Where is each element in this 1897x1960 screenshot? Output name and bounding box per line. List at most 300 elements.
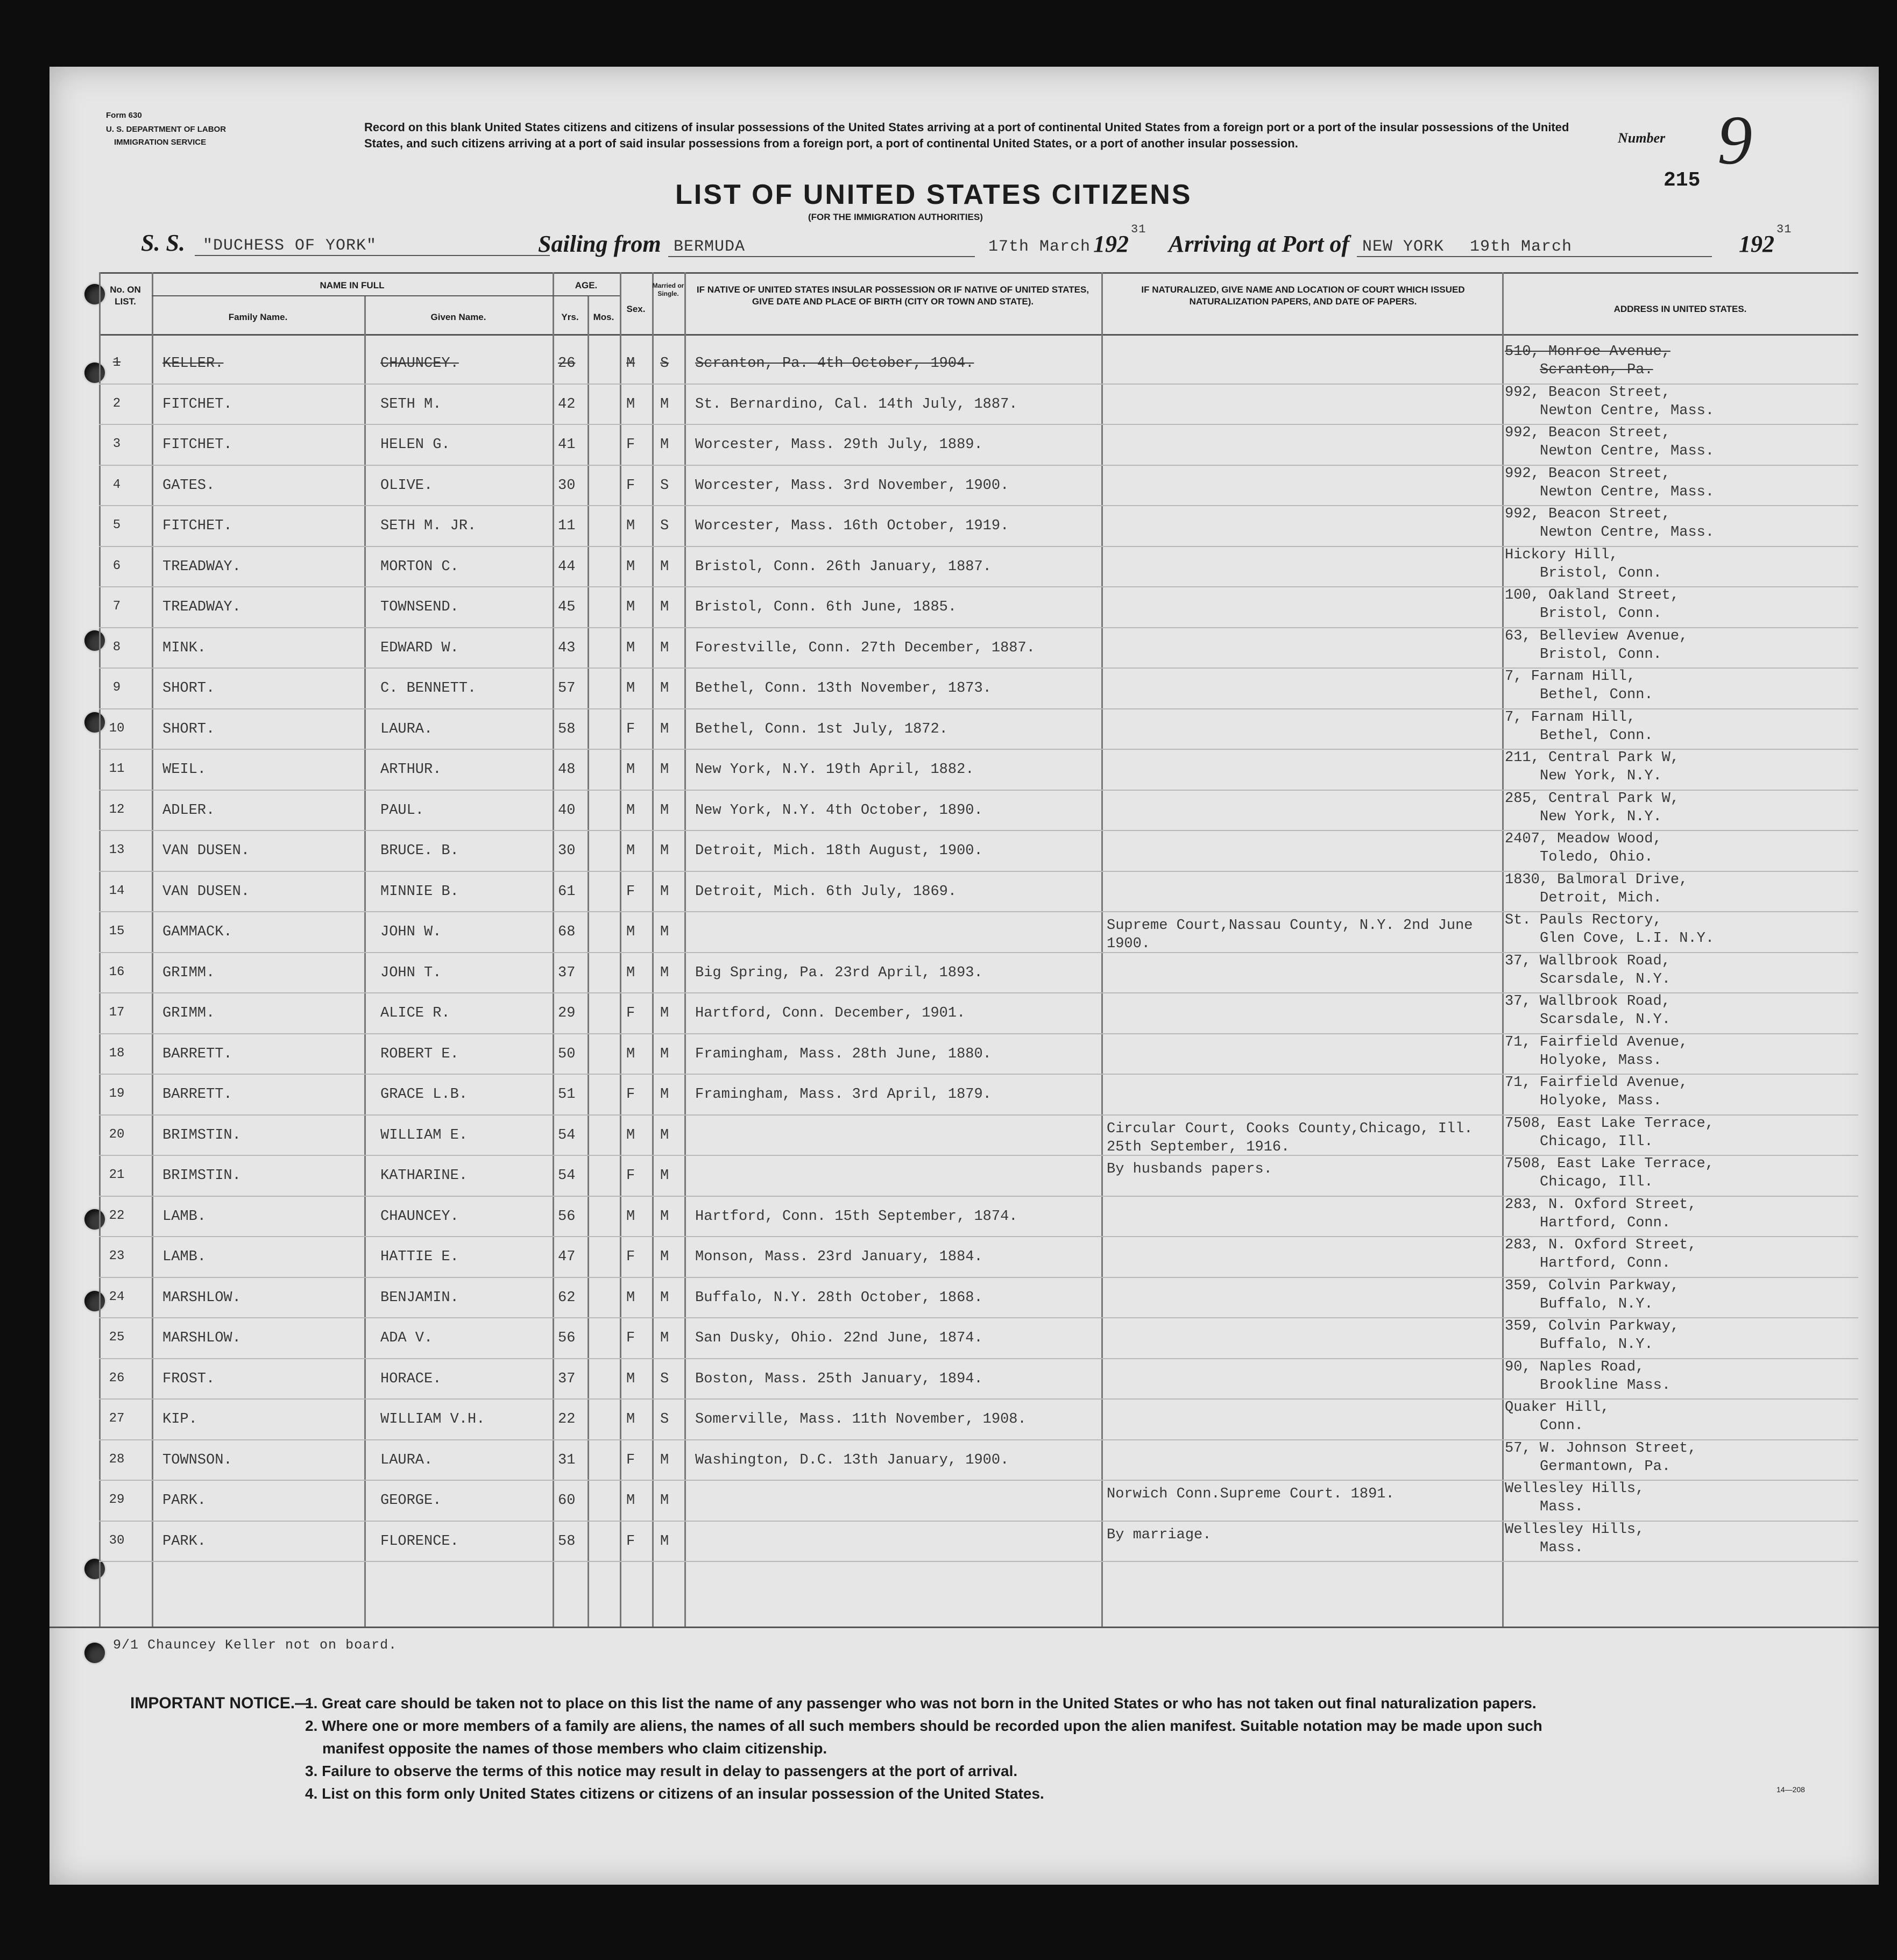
sex: M [626, 640, 635, 656]
header-mos: Mos. [593, 312, 614, 322]
marital-status: S [660, 1411, 669, 1428]
address-line-1: 57, W. Johnson Street, [1505, 1440, 1697, 1457]
naturalization: Circular Court, Cooks County,Chicago, Ill. 25th September, 1916. [1107, 1120, 1473, 1155]
age-years: 40 [558, 802, 576, 819]
subhead-rule [152, 295, 620, 296]
given-name: TOWNSEND. [380, 599, 459, 615]
sex: M [626, 802, 635, 819]
address-line-1: 2407, Meadow Wood, [1505, 831, 1662, 847]
header-bottom-rule [99, 334, 1858, 336]
birth-place-date: Washington, D.C. 13th January, 1900. [695, 1452, 1009, 1468]
sex: F [626, 883, 635, 900]
marital-status: M [660, 680, 669, 697]
notice-2b: manifest opposite the names of those members who claim citizenship. [322, 1740, 827, 1757]
address-line-2: Newton Centre, Mass. [1540, 524, 1715, 541]
address-line-1: Quaker Hill, [1505, 1400, 1610, 1416]
sex: M [626, 964, 635, 981]
age-years: 60 [558, 1493, 576, 1509]
address-line-1: 90, Naples Road, [1505, 1359, 1645, 1375]
given-name: ALICE R. [380, 1005, 450, 1021]
address-line-1: Hickory Hill, [1505, 546, 1618, 563]
address-line-1: 7508, East Lake Terrace, [1505, 1156, 1714, 1172]
naturalization: Supreme Court,Nassau County, N.Y. 2nd June 1900. [1107, 918, 1473, 952]
birth-place-date: Framingham, Mass. 3rd April, 1879. [695, 1086, 992, 1103]
family-name: MINK. [162, 640, 207, 656]
ship-name: "DUCHESS OF YORK" [203, 237, 377, 255]
table-row [49, 628, 1879, 669]
arrive-year: 192 [1739, 231, 1774, 257]
row-number: 14 [109, 883, 125, 898]
row-number: 8 [112, 640, 121, 655]
age-years: 57 [558, 680, 576, 697]
table-row [49, 1116, 1879, 1156]
row-number: 29 [109, 1493, 125, 1507]
age-years: 31 [558, 1452, 576, 1468]
marital-status: M [660, 1533, 669, 1550]
given-name: MINNIE B. [380, 883, 459, 900]
sex: F [626, 1452, 635, 1468]
table-row [49, 506, 1879, 547]
header-age: AGE. [575, 280, 598, 290]
marital-status: M [660, 558, 669, 575]
age-years: 50 [558, 1046, 576, 1062]
address-line-1: Wellesley Hills, [1505, 1521, 1645, 1538]
from-port: BERMUDA [674, 238, 746, 256]
address-line-2: Bristol, Conn. [1540, 565, 1662, 581]
birth-place-date: New York, N.Y. 19th April, 1882. [695, 762, 974, 778]
birth-place-date: Bethel, Conn. 13th November, 1873. [695, 680, 992, 697]
address-line-1: 7, Farnam Hill, [1505, 669, 1636, 685]
marital-status: S [660, 477, 669, 494]
family-name: FITCHET. [162, 518, 232, 534]
row-number: 5 [112, 518, 121, 532]
age-years: 37 [558, 1370, 576, 1387]
address-line-1: 285, Central Park W, [1505, 790, 1680, 807]
given-name: ROBERT E. [380, 1046, 459, 1062]
row-number: 16 [109, 964, 125, 979]
address-line-2: Buffalo, N.Y. [1540, 1337, 1653, 1353]
family-name: VAN DUSEN. [162, 883, 250, 900]
given-name: LAURA. [380, 721, 433, 737]
ship-underline [195, 255, 550, 256]
address-line-2: Newton Centre, Mass. [1540, 484, 1715, 500]
address-line-2: Holyoke, Mass. [1540, 1052, 1662, 1069]
address-line-1: 71, Fairfield Avenue, [1505, 1034, 1688, 1050]
table-row [49, 1156, 1879, 1197]
given-name: HORACE. [380, 1370, 442, 1387]
table-row [49, 344, 1879, 385]
birth-place-date: Bristol, Conn. 6th June, 1885. [695, 599, 957, 615]
given-name: SETH M. [380, 396, 442, 413]
family-name: LAMB. [162, 1208, 207, 1225]
depart-year: 192 [1093, 231, 1129, 257]
sex: F [626, 1086, 635, 1103]
family-name: MARSHLOW. [162, 1289, 241, 1306]
table-row [49, 669, 1879, 709]
address-line-2: Scranton, Pa. [1540, 362, 1653, 378]
family-name: FITCHET. [162, 396, 232, 413]
address-line-1: 7508, East Lake Terrace, [1505, 1115, 1714, 1132]
family-name: GAMMACK. [162, 924, 232, 940]
row-number: 23 [109, 1249, 125, 1263]
address-line-1: 37, Wallbrook Road, [1505, 993, 1671, 1010]
age-years: 51 [558, 1086, 576, 1103]
row-number: 26 [109, 1370, 125, 1386]
address-line-2: Glen Cove, L.I. N.Y. [1540, 931, 1715, 947]
header-family-name: Family Name. [228, 312, 288, 322]
given-name: BENJAMIN. [380, 1289, 459, 1306]
table-row [49, 709, 1879, 750]
sex: M [626, 1127, 635, 1144]
table-row [49, 791, 1879, 832]
family-name: GATES. [162, 477, 215, 494]
address-line-1: 71, Fairfield Avenue, [1505, 1075, 1688, 1091]
birth-place-date: Framingham, Mass. 28th June, 1880. [695, 1046, 992, 1062]
table-row [49, 425, 1879, 466]
sailing-label: Sailing from [538, 231, 661, 257]
table-row [49, 1522, 1879, 1563]
row-number: 7 [112, 599, 121, 614]
birth-place-date: Bethel, Conn. 1st July, 1872. [695, 721, 948, 737]
age-years: 58 [558, 1533, 576, 1550]
given-name: EDWARD W. [380, 640, 459, 656]
sex: M [626, 1208, 635, 1225]
age-years: 56 [558, 1208, 576, 1225]
marital-status: M [660, 1249, 669, 1265]
address-line-1: 283, N. Oxford Street, [1505, 1237, 1697, 1253]
row-number: 15 [109, 924, 125, 939]
header-yrs: Yrs. [561, 312, 579, 322]
birth-place-date: Buffalo, N.Y. 28th October, 1868. [695, 1289, 983, 1306]
family-name: SHORT. [162, 721, 215, 737]
given-name: GRACE L.B. [380, 1086, 468, 1103]
marital-status: S [660, 518, 669, 534]
ss-label: S. S. [141, 230, 185, 256]
age-years: 61 [558, 883, 576, 900]
notice-2: 2. Where one or more members of a family are aliens, the names of all such members should be recorded upon the alien manifest. Suitable notation may be made upon such [305, 1717, 1542, 1734]
birth-place-date: Somerville, Mass. 11th November, 1908. [695, 1411, 1027, 1428]
family-name: PARK. [162, 1493, 207, 1509]
family-name: SHORT. [162, 680, 215, 697]
address-line-2: Holyoke, Mass. [1540, 1093, 1662, 1109]
age-years: 54 [558, 1127, 576, 1144]
given-name: MORTON C. [380, 558, 459, 575]
table-row [49, 1318, 1879, 1359]
table-row [49, 547, 1879, 588]
birth-place-date: San Dusky, Ohio. 22nd June, 1874. [695, 1330, 983, 1346]
given-name: ARTHUR. [380, 762, 442, 778]
table-row [49, 1197, 1879, 1238]
address-line-2: Hartford, Conn. [1540, 1255, 1671, 1272]
table-row [49, 1075, 1879, 1116]
row-number: 4 [112, 477, 121, 492]
department-label: U. S. DEPARTMENT OF LABOR [106, 125, 226, 134]
address-line-1: 7, Farnam Hill, [1505, 709, 1636, 726]
marital-status: M [660, 883, 669, 900]
family-name: WEIL. [162, 762, 207, 778]
family-name: TREADWAY. [162, 599, 241, 615]
marital-status: M [660, 843, 669, 859]
marital-status: M [660, 762, 669, 778]
marital-status: M [660, 599, 669, 615]
marital-status: M [660, 1168, 669, 1184]
row-number: 13 [109, 843, 125, 857]
age-years: 62 [558, 1289, 576, 1306]
table-row [49, 1359, 1879, 1400]
header-naturalized: IF NATURALIZED, GIVE NAME AND LOCATION OF COURT WHICH ISSUED NATURALIZATION PAPERS, AND DATE OF PAPERS. [1141, 285, 1465, 307]
given-name: HATTIE E. [380, 1249, 459, 1265]
address-line-1: 37, Wallbrook Road, [1505, 953, 1671, 969]
given-name: SETH M. JR. [380, 518, 477, 534]
birth-place-date: New York, N.Y. 4th October, 1890. [695, 802, 983, 819]
given-name: ADA V. [380, 1330, 433, 1346]
given-name: OLIVE. [380, 477, 433, 494]
marital-status: M [660, 1127, 669, 1144]
given-name: PAUL. [380, 802, 424, 819]
age-years: 43 [558, 640, 576, 656]
family-name: BRIMSTIN. [162, 1127, 241, 1144]
sex: F [626, 1533, 635, 1550]
notice-1: 1. Great care should be taken not to place on this list the name of any passenger who was not born in the United States or who has not taken out final naturalization papers. [305, 1695, 1537, 1712]
given-name: KATHARINE. [380, 1168, 468, 1184]
sex: M [626, 680, 635, 697]
age-years: 22 [558, 1411, 576, 1428]
sex: M [626, 356, 635, 372]
row-number: 19 [109, 1086, 125, 1101]
notice-3: 3. Failure to observe the terms of this notice may result in delay to passengers at the port of arrival. [305, 1763, 1018, 1779]
naturalization: By marriage. [1107, 1526, 1212, 1543]
form-number: Form 630 [106, 111, 142, 120]
age-years: 44 [558, 558, 576, 575]
table-row [49, 1278, 1879, 1319]
address-line-2: Scarsdale, N.Y. [1540, 1012, 1671, 1028]
row-number: 21 [109, 1168, 125, 1182]
given-name: CHAUNCEY. [380, 1208, 459, 1225]
address-line-2: Newton Centre, Mass. [1540, 402, 1715, 419]
address-line-2: Detroit, Mich. [1540, 890, 1662, 906]
sex: M [626, 1493, 635, 1509]
marital-status: M [660, 437, 669, 453]
family-name: KIP. [162, 1411, 197, 1428]
marital-status: S [660, 1370, 669, 1387]
header-name-in-full: NAME IN FULL [320, 280, 385, 290]
address-line-2: New York, N.Y. [1540, 768, 1662, 784]
birth-place-date: Hartford, Conn. 15th September, 1874. [695, 1208, 1018, 1225]
header-birth: IF NATIVE OF UNITED STATES INSULAR POSSESSION OR IF NATIVE OF UNITED STATES, GIVE DATE AND PLACE OF BIRTH (CITY OR TOWN AND STATE). [696, 285, 1089, 307]
age-years: 45 [558, 599, 576, 615]
row-number: 25 [109, 1330, 125, 1345]
marital-status: M [660, 1330, 669, 1346]
address-line-2: Germantown, Pa. [1540, 1458, 1671, 1475]
address-line-1: 359, Colvin Parkway, [1505, 1277, 1680, 1294]
sex: M [626, 1289, 635, 1306]
address-line-1: 992, Beacon Street, [1505, 425, 1671, 441]
birth-place-date: Hartford, Conn. December, 1901. [695, 1005, 966, 1021]
address-line-2: Mass. [1540, 1499, 1584, 1515]
birth-place-date: Boston, Mass. 25th January, 1894. [695, 1370, 983, 1387]
given-name: WILLIAM V.H. [380, 1411, 485, 1428]
row-number: 20 [109, 1127, 125, 1142]
sex: F [626, 437, 635, 453]
table-row [49, 912, 1879, 953]
marital-status: M [660, 1005, 669, 1021]
family-name: GRIMM. [162, 1005, 215, 1021]
sex: F [626, 1249, 635, 1265]
row-number: 10 [109, 721, 125, 736]
given-name: BRUCE. B. [380, 843, 459, 859]
age-years: 68 [558, 924, 576, 940]
address-line-2: Bristol, Conn. [1540, 646, 1662, 663]
address-line-2: Scarsdale, N.Y. [1540, 971, 1671, 988]
family-name: KELLER. [162, 356, 224, 372]
address-line-2: Conn. [1540, 1418, 1584, 1434]
address-line-1: Wellesley Hills, [1505, 1481, 1645, 1497]
table-row [49, 385, 1879, 425]
row-number: 2 [112, 396, 121, 411]
birth-place-date: Scranton, Pa. 4th October, 1904. [695, 356, 974, 372]
sex: M [626, 599, 635, 615]
family-name: GRIMM. [162, 964, 215, 981]
row-number: 18 [109, 1046, 125, 1061]
age-years: 56 [558, 1330, 576, 1346]
family-name: ADLER. [162, 802, 215, 819]
family-name: PARK. [162, 1533, 207, 1550]
age-years: 37 [558, 964, 576, 981]
birth-place-date: Bristol, Conn. 26th January, 1887. [695, 558, 992, 575]
given-name: LAURA. [380, 1452, 433, 1468]
marital-status: M [660, 1493, 669, 1509]
address-line-1: St. Pauls Rectory, [1505, 912, 1662, 928]
given-name: CHAUNCEY. [380, 356, 459, 372]
family-name: TREADWAY. [162, 558, 241, 575]
table-top-rule [99, 272, 1858, 274]
address-line-2: Newton Centre, Mass. [1540, 443, 1715, 459]
row-number: 30 [109, 1533, 125, 1548]
header-address: ADDRESS IN UNITED STATES. [1613, 304, 1747, 314]
row-number: 11 [109, 762, 125, 776]
age-years: 26 [558, 356, 576, 372]
depart-date: 17th March [988, 238, 1091, 256]
marital-status: M [660, 640, 669, 656]
age-years: 29 [558, 1005, 576, 1021]
notice-4: 4. List on this form only United States citizens or citizens of an insular possession of the United States. [305, 1785, 1044, 1802]
sex: M [626, 924, 635, 940]
birth-place-date: St. Bernardino, Cal. 14th July, 1887. [695, 396, 1018, 413]
birth-place-date: Worcester, Mass. 3rd November, 1900. [695, 477, 1009, 494]
footer-note: 9/1 Chauncey Keller not on board. [113, 1637, 398, 1653]
given-name: JOHN T. [380, 964, 442, 981]
birth-place-date: Forestville, Conn. 27th December, 1887. [695, 640, 1035, 656]
row-number: 1 [112, 356, 121, 370]
table-row [49, 1237, 1879, 1278]
address-line-1: 992, Beacon Street, [1505, 465, 1671, 482]
row-number: 22 [109, 1208, 125, 1223]
marital-status: M [660, 964, 669, 981]
address-line-1: 359, Colvin Parkway, [1505, 1318, 1680, 1334]
marital-status: M [660, 1289, 669, 1306]
manifest-sheet [49, 67, 1879, 1885]
given-name: HELEN G. [380, 437, 450, 453]
family-name: VAN DUSEN. [162, 843, 250, 859]
age-years: 30 [558, 843, 576, 859]
header-no: No. ON LIST. [110, 285, 141, 307]
sex: M [626, 1370, 635, 1387]
address-line-1: 211, Central Park W, [1505, 750, 1680, 766]
row-number: 28 [109, 1452, 125, 1467]
address-line-2: Bristol, Conn. [1540, 606, 1662, 622]
family-name: FROST. [162, 1370, 215, 1387]
sex: F [626, 1005, 635, 1021]
family-name: LAMB. [162, 1249, 207, 1265]
to-underline [1357, 256, 1712, 257]
birth-place-date: Monson, Mass. 23rd January, 1884. [695, 1249, 983, 1265]
row-number: 9 [112, 680, 121, 695]
table-row [49, 587, 1879, 628]
age-years: 11 [558, 518, 576, 534]
address-line-1: 283, N. Oxford Street, [1505, 1196, 1697, 1213]
given-name: FLORENCE. [380, 1533, 459, 1550]
table-row [49, 953, 1879, 994]
row-number: 27 [109, 1411, 125, 1426]
arrive-date: 19th March [1470, 238, 1573, 256]
marital-status: M [660, 802, 669, 819]
table-row [49, 993, 1879, 1034]
address-line-2: Hartford, Conn. [1540, 1215, 1671, 1231]
sex: F [626, 477, 635, 494]
marital-status: M [660, 1086, 669, 1103]
marital-status: M [660, 1046, 669, 1062]
family-name: FITCHET. [162, 437, 232, 453]
birth-place-date: Big Spring, Pa. 23rd April, 1893. [695, 964, 983, 981]
arrive-year-suffix: 31 [1776, 223, 1792, 236]
birth-place-date: Detroit, Mich. 18th August, 1900. [695, 843, 983, 859]
age-years: 58 [558, 721, 576, 737]
birth-place-date: Worcester, Mass. 29th July, 1889. [695, 437, 983, 453]
address-line-2: Bethel, Conn. [1540, 687, 1653, 703]
sheet-number: 215 [1664, 169, 1701, 192]
row-number: 24 [109, 1289, 125, 1304]
address-line-2: Bethel, Conn. [1540, 727, 1653, 744]
row-number: 17 [109, 1005, 125, 1020]
page-title: LIST OF UNITED STATES CITIZENS [675, 179, 1192, 210]
table-row [49, 466, 1879, 507]
address-line-1: 100, Oakland Street, [1505, 587, 1680, 603]
sex: M [626, 518, 635, 534]
sex: M [626, 1046, 635, 1062]
age-years: 42 [558, 396, 576, 413]
row-number: 3 [112, 437, 121, 451]
address-line-2: New York, N.Y. [1540, 808, 1662, 825]
given-name: GEORGE. [380, 1493, 442, 1509]
instructions-text: Record on this blank United States citizens and citizens of insular possessions of the United States arriving at a port of continental United States from a foreign port or a port of the insular possessions of the United States, and such citizens arriving at a port of said insular possessions from a foreign port, a port of continental United States, or a port of another insular possession. [364, 120, 1569, 150]
birth-place-date: Worcester, Mass. 16th October, 1919. [695, 518, 1009, 534]
address-line-2: Toledo, Ohio. [1540, 849, 1653, 865]
family-name: MARSHLOW. [162, 1330, 241, 1346]
table-row [49, 1440, 1879, 1481]
marital-status: M [660, 1452, 669, 1468]
address-line-1: 992, Beacon Street, [1505, 506, 1671, 522]
sex: M [626, 396, 635, 413]
address-line-2: Buffalo, N.Y. [1540, 1296, 1653, 1312]
sex: M [626, 762, 635, 778]
age-years: 41 [558, 437, 576, 453]
address-line-2: Chicago, Ill. [1540, 1133, 1653, 1150]
naturalization: Norwich Conn.Supreme Court. 1891. [1107, 1486, 1395, 1502]
sex: M [626, 558, 635, 575]
given-name: JOHN W. [380, 924, 442, 940]
to-port: NEW YORK [1362, 238, 1445, 256]
address-line-1: 1830, Balmoral Drive, [1505, 871, 1688, 888]
